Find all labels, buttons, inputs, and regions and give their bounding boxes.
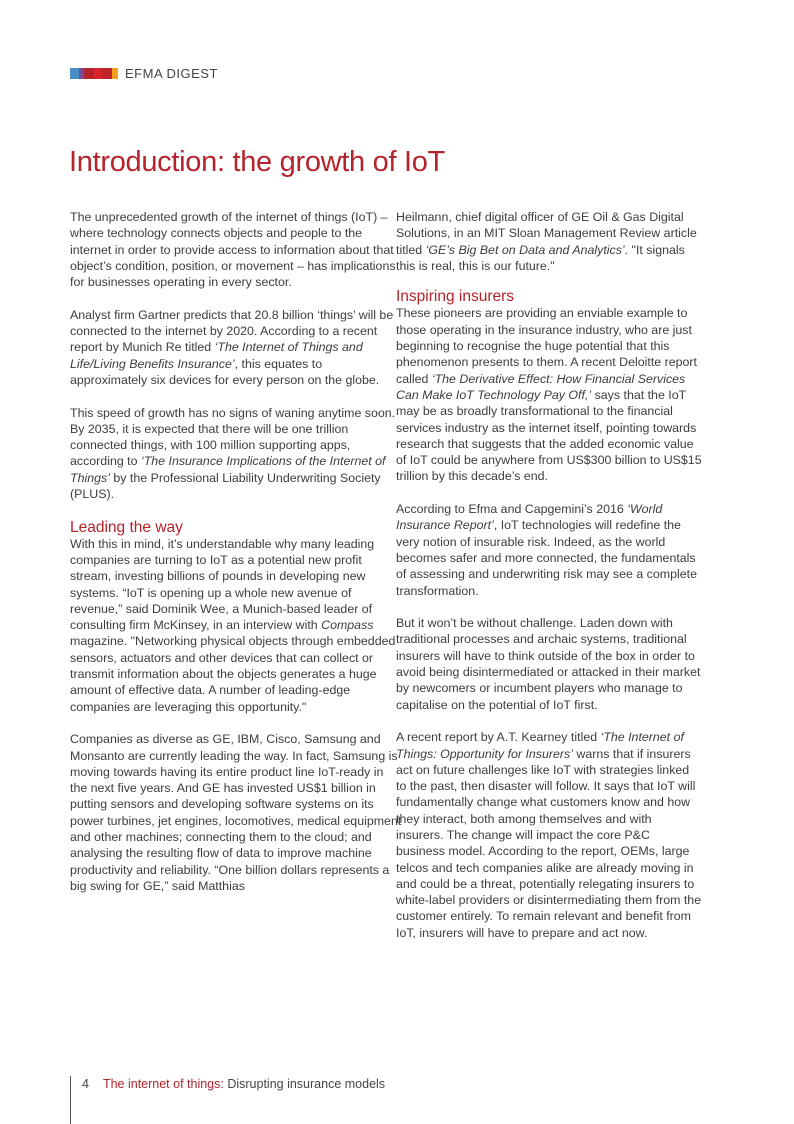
- stripe: [70, 68, 79, 79]
- paragraph: Companies as diverse as GE, IBM, Cisco, Samsung and Monsanto are currently leading the way. In fact, Samsung is moving towards having its entire product line IoT-ready in the next five years. And GE has invested US$1 billion in putting sensors and developing software systems on its power turbines, jet engines, locomotives, medical equipment and other machines; connecting them to the cloud; and analysing the resulting flow of data to improve machine productivity and reliability. “One billion dollars represents a big swing for GE,” said Matthias: [70, 732, 402, 893]
- paragraph: The unprecedented growth of the internet of things (IoT) – where technology connects objects and people to the internet in order to provide access to information about that object’s condition, position, or movement – has implications for businesses operating in every sector.: [70, 210, 396, 290]
- paragraph: This speed of growth has no signs of waning anytime soon. By 2035, it is expected that there will be one trillion connected things, with 100 million supporting apps, according to ‘The Insurance Implications of the Internet of Things’ by the Professional Liability Underwriting Society (PLUS).: [70, 405, 396, 502]
- report-title: ‘The Internet of Things: Opportunity for Insurers’: [396, 730, 684, 761]
- article-title: ‘GE’s Big Bet on Data and Analytics’: [425, 242, 625, 257]
- footer-text: [82, 1077, 385, 1091]
- header-color-stripes: [70, 68, 118, 79]
- paragraph: Analyst firm Gartner predicts that 20.8 billion ‘things’ will be connected to the internet by 2020. According to a recent report by Munich Re titled ‘The Internet of Things and Life/Living Benefits Insurance’, this equates to approximately six devices for every person on the globe.: [70, 307, 394, 387]
- report-title: ‘The Insurance Implications of the Internet of Things’: [70, 454, 386, 485]
- footer-rule: [70, 1076, 71, 1124]
- section-heading: Inspiring insurers: [396, 288, 515, 306]
- header-label: EFMA DIGEST: [125, 65, 218, 81]
- report-title: ‘The Internet of Things and Life/Living Benefits Insurance’: [70, 340, 363, 371]
- publication-title: Compass: [321, 618, 374, 633]
- paragraph: According to Efma and Capgemini’s 2016 ‘World Insurance Report’, IoT technologies will redefine the very notion of insurable risk. Indeed, as the world becomes safer and more connected, the fundamentals of assessing and underwriting risk may see a complete transformation.: [396, 502, 697, 598]
- paragraph: But it won’t be without challenge. Laden down with traditional processes and archaic systems, traditional insurers will have to think outside of the box in order to avoid being disintermediated or attacked in their market by newcomers or incumbent players who manage to capitalise on the potential of IoT first.: [396, 616, 701, 712]
- report-title: ‘The Derivative Effect: How Financial Services Can Make IoT Technology Pay Off,’: [396, 371, 686, 402]
- stripe: [94, 68, 102, 79]
- footer-title-accent: The internet of things:: [102, 1077, 224, 1091]
- right-column: [396, 209, 702, 941]
- left-column: [70, 209, 402, 894]
- header: [70, 66, 218, 80]
- section-heading: Leading the way: [70, 518, 183, 536]
- page-title: Introduction: the growth of IoT: [69, 146, 445, 178]
- stripe: [102, 68, 112, 79]
- paragraph: A recent report by A.T. Kearney titled ‘The Internet of Things: Opportunity for Insurers’ warns that if insurers act on future challenges like IoT with strategies linked to the past, then disaster will follow. It says that IoT will fundamentally change what customers know and how they interact, both among themselves and with insurers. The change will impact the core P&C business model. According to the report, OEMs, large telcos and tech companies alike are already moving in and could be a threat, potentially relegating insurers to white-label providers or disintermediating them from the customer entirely. To remain relevant and benefit from IoT, insurers will have to prepare and act now.: [396, 730, 702, 940]
- paragraph: Heilmann, chief digital officer of GE Oil & Gas Digital Solutions, in an MIT Sloan Management Review article titled ‘GE’s Big Bet on Data and Analytics’. "It signals this is real, this is our future.": [396, 210, 697, 273]
- paragraph: These pioneers are providing an enviable example to those operating in the insurance industry, who are just beginning to recognise the huge potential that this phenomenon presents to them. A recent Deloitte report called ‘The Derivative Effect: How Financial Services Can Make IoT Technology Pay Off,’ says that the IoT may be as broadly transformational to the financial services industry as the internet itself, pointing towards research that suggests that the added economic value of IoT could be anywhere from US$300 billion to US$15 trillion by this decade’s end.: [396, 306, 702, 484]
- footer-title-rest: Disrupting insurance models: [223, 1077, 386, 1091]
- report-title: ‘World Insurance Report’: [396, 502, 663, 533]
- stripe: [112, 68, 118, 79]
- page-number: 4: [82, 1077, 89, 1091]
- stripe: [84, 68, 94, 79]
- paragraph: With this in mind, it’s understandable why many leading companies are turning to IoT as a potential new profit stream, investing billions of pounds in developing new systems. “IoT is opening up a whole new avenue of revenue,” said Dominik Wee, a Munich-based leader of consulting firm McKinsey, in an interview with Compass magazine. "Networking physical objects through embedded sensors, actuators and other devices that can collect or transmit information about the objects generates a huge amount of effective data. A number of leading-edge companies are leveraging this opportunity.": [70, 536, 396, 714]
